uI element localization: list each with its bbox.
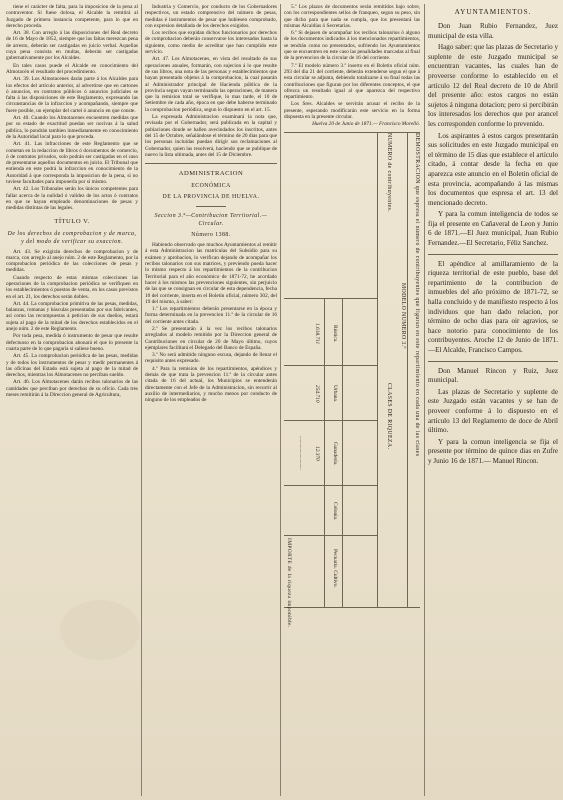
row-label: Rústica.: [332, 324, 338, 343]
table-rule: [284, 298, 378, 299]
paragraph: Art. 44. La comprobacion primitiva de las pesas, medidas, balanzas, romanas y básculas presentadas por sus fabricantes, así como las recompuestas á peticion de sus dueños, estará sujeta al pago de la mitad de los derechos establecidos en el anejo núm. 2 de este Reglamento.: [6, 300, 138, 333]
section-divider: [145, 163, 277, 164]
notice-paragraph: Y para la comun inteligencia de todos se fija el presente en Cañaveral de Leon y Junio 6 de 1871.—El Juez municipal, Juan Rubio Fernandez.—El Secretario, Féliz Sanchez.: [428, 210, 558, 248]
paragraph: Los recibos que expidan dichos funcionarios por derechos de comprobacion deberán conservarse los interesados hasta la siguiente, como medio de acreditar que han cumplido este servicio.: [145, 30, 277, 56]
table-rule: [324, 298, 325, 607]
paragraph: 7.º El modelo número 3.º inserto en el Boletin oficial núm. 293 del dia 21 del corriente, deberán extenderse segun el que á esta circular se adjunta, debiendo totalizarse á su final todas las contribuciones que figuran por los diferentes conceptos, el que ofrezca un resultado igual al que aparezca del respectivo repartimiento.: [284, 62, 420, 101]
paragraph: Art. 41. Las infracciones de este Reglamento que se cometan en la redaccion de libros ó documentos de comercio, ó de contratos privados, solo podrán ser castigadas en el caso de presentarse aquellos documentos en juicio. El Tribunal que entienda en este podrá la infraccion en conocimiento de la Autoridad á que corresponda la imposicion de la pena, si no tuviese facultades para imponerla por sí mismo.: [6, 141, 138, 186]
paragraph: Los Sres. Alcaldes se servirán acusar el recibo de la presente, esperando modificarán este servicio en la forma dispuesta en la presente circular.: [284, 101, 420, 121]
column-1: [6, 4, 138, 796]
leader-dots: ...........................: [298, 436, 303, 471]
paragraph: Art. 46. Los Almotacenes darán recibos talonarios de las cantidades que perciban por derechos de su oficio. Cada tres meses remitirán á la Direccion general de Agricultura,: [6, 379, 138, 399]
column-4: [428, 4, 558, 796]
paragraph: Industria y Comercio, por conducto de los Gobernadores respectivos, un estado comprensivo del número de pesas, medidas é instrumentos de pesar que hubiesen comprobado, con expresion detallada de los derechos exigidos.: [145, 4, 277, 29]
table-rule: [284, 420, 378, 421]
row-label: Pecuaria. Cultivo.: [332, 548, 338, 588]
notice-paragraph: Las plazas de Secretario y suplente de este Juzgado están vacantes y se han de proveer conforme á lo dispuesto en el artículo 13 del Reglamento de doce de Abril último.: [428, 387, 558, 435]
paragraph: Art. 42. Los Tribunales serán los únicos competentes para fallar acerca de la nulidad ó validez de los actos ó contratos en que se hayan empleado denominaciones de pesas y medidas distintas de las legales.: [6, 186, 138, 212]
table-header-main: DEMOSTRACION que espresa el número de contribuyentes que figuran en este repartimiento en cada una de las clases: [414, 133, 420, 457]
model-label: MODELO NÚMERO 3.º: [400, 283, 406, 350]
row-label: Ganadería.: [332, 441, 338, 466]
notice-paragraph: Los aspirantes á estos cargos presentarán sus solicitudes en este Juzgado municipal en el término de 15 dias que establece el artículo citado, á contar desde la fecha en que aparezca este anuncio en el Boletin oficial de esta provincia, acompañando á las mismas los documentos que espresa el art. 13 del mencionado decreto.: [428, 131, 558, 207]
paragraph: 3.º No será admitido ninguno escusa, dejando de llenar el requisito antes expresado.: [145, 352, 277, 365]
table-rule: [407, 133, 408, 607]
section-heading: AYUNTAMIENTOS.: [454, 8, 532, 16]
amount-cell: 254.710: [314, 384, 320, 403]
notice-paragraph: El apéndice al amillaramiento de la riqueza territorial de este pueblo, base del repartimiento de la contribucion de inmuebles del año próximo de 1871-72, se halla concluido y de manifiesto respecto á los individuos que han dado relacion, por término de ocho dias para oir agravios, se hace notorio para conocimiento de los contribuyentes. Aroche 12 de Junio de 1871.—El Alcalde, Francisco Campos.: [428, 259, 558, 354]
section-subtitle: ECONÓMICA: [191, 183, 231, 190]
paragraph: Art. 47. Los Almotacenes, en vista del resultado de sus operaciones anuales, formarán, con sujecion á lo que resulte de sus libros, una nota de las personas y establecimientos que hayan presentado objetos á la comprobacion, la cual pasarán al Administrador principal de Hacienda pública de la provincia segun vayan terminando las operaciones, de manera que la remision total se verifique, lo mas tarde, el 10 de Setiembre de cada año, época en que debe haberse terminado la comprobacion periódica, segun lo dispuesto en el art. 15.: [145, 56, 277, 113]
paragraph: tiene el carácter de falta, para la imposicion de la pena al contraventor. Si fuese dolosa, el Alcalde la remitirá al Juzgado de primera instancia competente, para lo que en derecho proceda.: [6, 4, 138, 29]
title-heading: TÍTULO V.: [54, 217, 90, 225]
paragraph: Art. 40. Cuando los Almotacenes encuentren medidas que por su estado de exactitud puedan ser nocivas á la salud pública, lo pondrán tambien inmediatamente en conocimiento de la Autoridad local para lo que proceda.: [6, 115, 138, 140]
signature-line: Huelva 20 de Junio de 1871.— Francisco Morelló.: [312, 121, 420, 128]
paragraph: Art. 38. Con arreglo á las disposiciones del Real decreto de 16 de Mayo de 1852, siempre que las faltas merezcan pena de arresto, deberán ser castigadas en juicio verbal. Aquellas cuya pena consista en multas, deberán ser castigadas gubernativamente por los Alcaldes.: [6, 30, 138, 62]
section-division: Seccion 3.ª—Contribucion Territorial.—Circular.: [154, 213, 268, 228]
amount-cell: 1.618.711: [314, 322, 320, 344]
paragraph: 1.º Los repartimientos deberán presentarse en la época y forma determinada en la prevencion 11.ª de la circular de 16 del corriente antes citada.: [145, 306, 277, 325]
paragraph: Cuando respecto de estas mismas colecciones las operaciones de la comprobacion periódica se verifiquen en los establecimientos ó puestos de venta, en los casos previstos en el art. 21, los derechos serán dobles.: [6, 274, 138, 300]
paragraph: 2.º Se presentarán á la vez los recibos talonarios arreglados al modelo remitido por la Direccion general de Contribuciones en circular de 20 de Mayo último, cuyos ejemplares facilitará el Delegado del Banco de España.: [145, 325, 277, 351]
paragraph: Habiendo observado que muchos Ayuntamientos al remitir á esta Administracion las matrículas del Subsidio para su exámen y aprobacion, lo verifican dejando de acompañar los recibos talonarios con sus matrices, y previendo pueda hacer lo mismo respecto á los repartimientos de la contribucion Territorial para el año económico de 1871-72, he acordado hacer á los mismos las prevenciones siguientes, sin perjuicio de las que se consignan en circular de esta dependencia, fecha 10 del corriente, inserta en el Boletin oficial, número 302, del 19 del mismo, á saber:: [145, 242, 277, 305]
column-rule: [280, 4, 281, 796]
column-2: [145, 4, 277, 796]
paragraph: Art. 43. Se exigirán derechos de comprobacion y de marca, con arreglo al anejo núm. 2 de este Reglamento, por la comprobacion periódica de las colecciones de pesas y medidas.: [6, 248, 138, 274]
notice-paragraph: Don Manuel Rincon y Ruiz, Juez municipal.: [428, 366, 558, 385]
group-right-header: CLASES DE RIQUEZA.: [386, 383, 392, 450]
notice-paragraph: Y para la comun inteligencia se fija el presente por término de quince dias en Zufre y Junio 16 de 1871.— Manuel Rincon.: [428, 437, 558, 465]
section-title: ADMINISTRACION: [178, 170, 244, 178]
column-rule: [424, 4, 425, 796]
paragraph: 4.º Para la remision de los repartimientos, apéndices y demás de que trata la prevencion 11.ª de la circular antes citada de 16 del actual, los Municipios se entenderán directamente con el Jefe de la Administracion, sin recurrir al auxilio de intermediarios, y mucho menos por conducto de ninguno de los empleados de: [145, 365, 277, 404]
paragraph: La expresada Administracion examinará la nota que, revisada por el Gobernador, será publicada en la capital y poblaciones donde se hallen avecindados los inscritos, antes del 15 de Octubre, señalándose el término de 20 dias para que los personas incluidas puedan dirigir sus reclamaciones al Gobernador, quien las resolverá, haciendo que se publique de nuevo la lista ultimada, antes del 15 de Diciembre.: [145, 114, 277, 158]
divider: [428, 361, 558, 362]
row-label: Urbana.: [332, 384, 338, 402]
table-rule: [284, 365, 378, 366]
title-subheading: De los derechos de comprobacion y de marca, y del modo de verificar su exaccion.: [7, 230, 137, 245]
paragraph: Art. 39. Los Almotacenes darán parte á los Alcaldes para los efectos del artículo anterior, al advertirse que en cartones ó anuncios, en contratos públicos ó anuncios judiciales se falta á las disposiciones de este Reglamento, expresando las circunstancias de la infraccion y acompañando, siempre que fuere posible, un ejemplar del cartel ó anuncio en que conste.: [6, 76, 138, 114]
section-province: DE LA PROVINCIA DE HUELVA.: [162, 194, 260, 201]
table-rule: [284, 535, 378, 536]
table-rule: [342, 298, 343, 607]
paragraph: Por toda pesa, medida ó instrumento de pesar que resulte defectuoso en la comprobacion abonará el que lo presente la cuarta parte de lo que pagaría si saliese bueno.: [6, 333, 138, 352]
notice-paragraph: Don Juan Rubio Fernandez, Juez municipal de esta villa.: [428, 22, 558, 40]
table-rule: [284, 485, 378, 486]
amount-cell: 12.370: [314, 445, 320, 461]
paragraph: Art. 45. La comprobacion periódica de las pesas, medidas y de todos los instrumentos de pesar y medir permanentes á las oficinas del Estado está sujeta al pago de la mitad de derechos, mientras los Almotacenes no perciban sueldo.: [6, 353, 138, 379]
notice-paragraph: Hago saber: que las plazas de Secretario y suplente de este Juzgado municipal se encuentran vacantes, las cuales han de proveerse conforme lo establecido en el artículo 12 del Real decreto de 10 de Abril del presente año: estos cargos no están sujetos á ninguna dotacion; pero si percibirán los interesados los derechos que por arancel les corresponden conforme lo prevenido.: [428, 43, 558, 128]
divider: [196, 206, 226, 207]
amount-header: IMPORTE de la riqueza imponible.: [286, 538, 292, 628]
column-rule: [141, 4, 142, 796]
circular-number: Número 1388.: [191, 232, 231, 239]
model-3-table: [284, 132, 420, 628]
group-left-header: NÚMERO de contribuyentes.: [386, 133, 392, 213]
paragraph: 6.º Si dejasen de acompañar los recibos talonarios ó alguno de los documentos indicados á los mencionados repartimientos, se tendrán como no presentados, sufriendo los Ayuntamientos que se encuentren en este caso las penalidades marcadas al final de la prevencion de la circular de 16 del corriente.: [284, 30, 420, 62]
paragraph: 5.º Los plazos de documentos serán remitidos bajo sobre, con los correspondientes sellos de franqueo, segun su peso, sin que dicho para que nada se cumpla, que los presentará las mismas Alcaldías ó Secretarías.: [284, 4, 420, 29]
divider: [428, 254, 558, 255]
paragraph: En tales casos puede el Alcalde en conocimiento del Almotacén el resultado del procedimiento.: [6, 62, 138, 75]
column-3: [284, 4, 420, 796]
row-label: Colonia.: [332, 501, 338, 521]
